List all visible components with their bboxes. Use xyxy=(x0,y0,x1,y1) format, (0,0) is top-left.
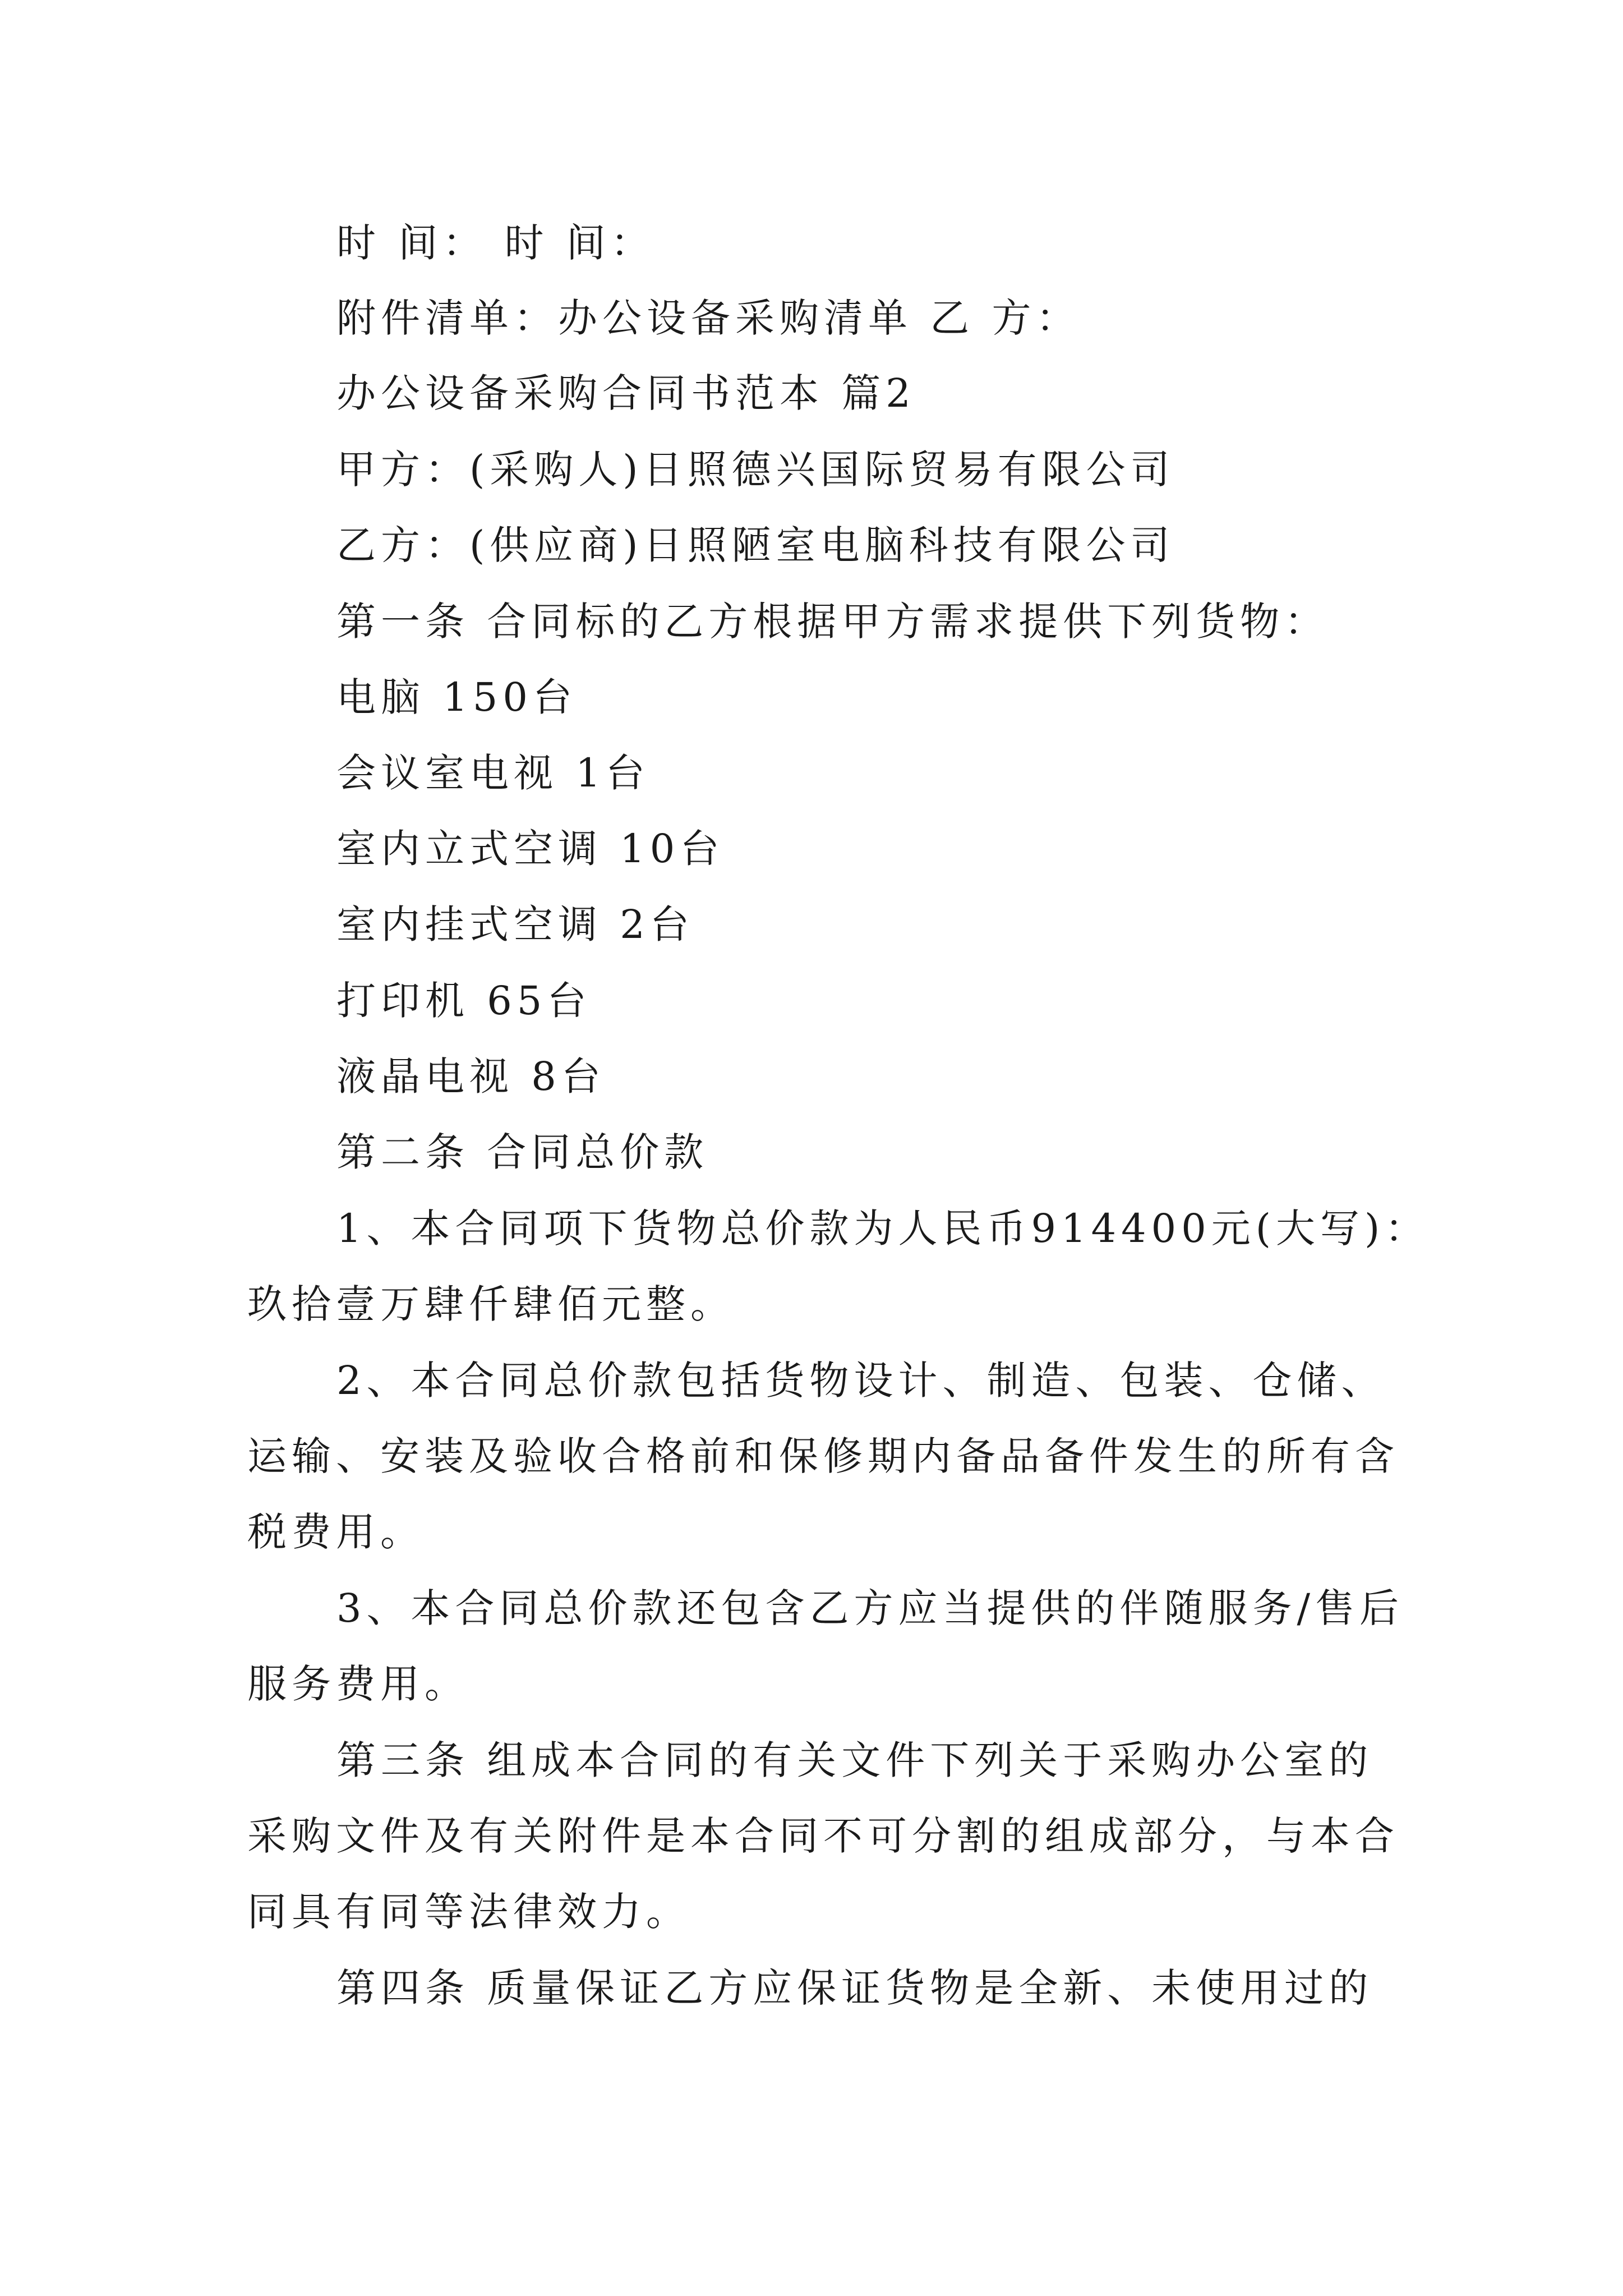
clause-2-1-line-2: 玖拾壹万肆仟肆佰元整。 xyxy=(247,1281,735,1327)
clause-2-2-line-1: 2、本合同总价款包括货物设计、制造、包装、仓储、 xyxy=(336,1358,1386,1404)
goods-item-meeting-tv: 会议室电视 1台 xyxy=(336,750,650,796)
goods-item-printers: 打印机 65台 xyxy=(336,978,592,1024)
clause-2-1-line-1: 1、本合同项下货物总价款为人民币914400元(大写)： xyxy=(336,1205,1430,1251)
goods-item-wall-ac: 室内挂式空调 2台 xyxy=(336,901,694,947)
article-3-line-2: 采购文件及有关附件是本合同不可分割的组成部分，与本合 xyxy=(247,1813,1399,1859)
clause-2-3-line-1: 3、本合同总价款还包含乙方应当提供的伴随服务/售后 xyxy=(336,1585,1404,1631)
article-3-line-1: 第三条 组成本合同的有关文件下列关于采购办公室的 xyxy=(336,1737,1373,1783)
goods-item-lcd-tv: 液晶电视 8台 xyxy=(336,1053,606,1099)
party-b-line: 乙方：(供应商)日照陋室电脑科技有限公司 xyxy=(336,522,1175,568)
clause-2-2-line-3: 税费用。 xyxy=(247,1509,425,1555)
goods-item-floor-ac: 室内立式空调 10台 xyxy=(336,826,725,872)
clause-2-2-line-2: 运输、安装及验收合格前和保修期内备品备件发生的所有含 xyxy=(247,1433,1399,1479)
article-2-heading: 第二条 合同总价款 xyxy=(336,1129,709,1175)
article-3-line-3: 同具有同等法律效力。 xyxy=(247,1889,690,1935)
goods-item-computers: 电脑 150台 xyxy=(336,674,577,720)
party-a-line: 甲方：(采购人)日照德兴国际贸易有限公司 xyxy=(336,447,1175,493)
clause-2-3-line-2: 服务费用。 xyxy=(247,1661,469,1707)
article-4-line-1: 第四条 质量保证乙方应保证货物是全新、未使用过的 xyxy=(336,1965,1373,2011)
article-1-heading: 第一条 合同标的乙方根据甲方需求提供下列货物： xyxy=(336,599,1329,645)
attachment-list-line: 附件清单：办公设备采购清单 乙 方： xyxy=(336,295,1081,341)
time-line: 时 间： 时 间： xyxy=(336,220,655,266)
document-title: 办公设备采购合同书范本 篇2 xyxy=(336,370,916,416)
